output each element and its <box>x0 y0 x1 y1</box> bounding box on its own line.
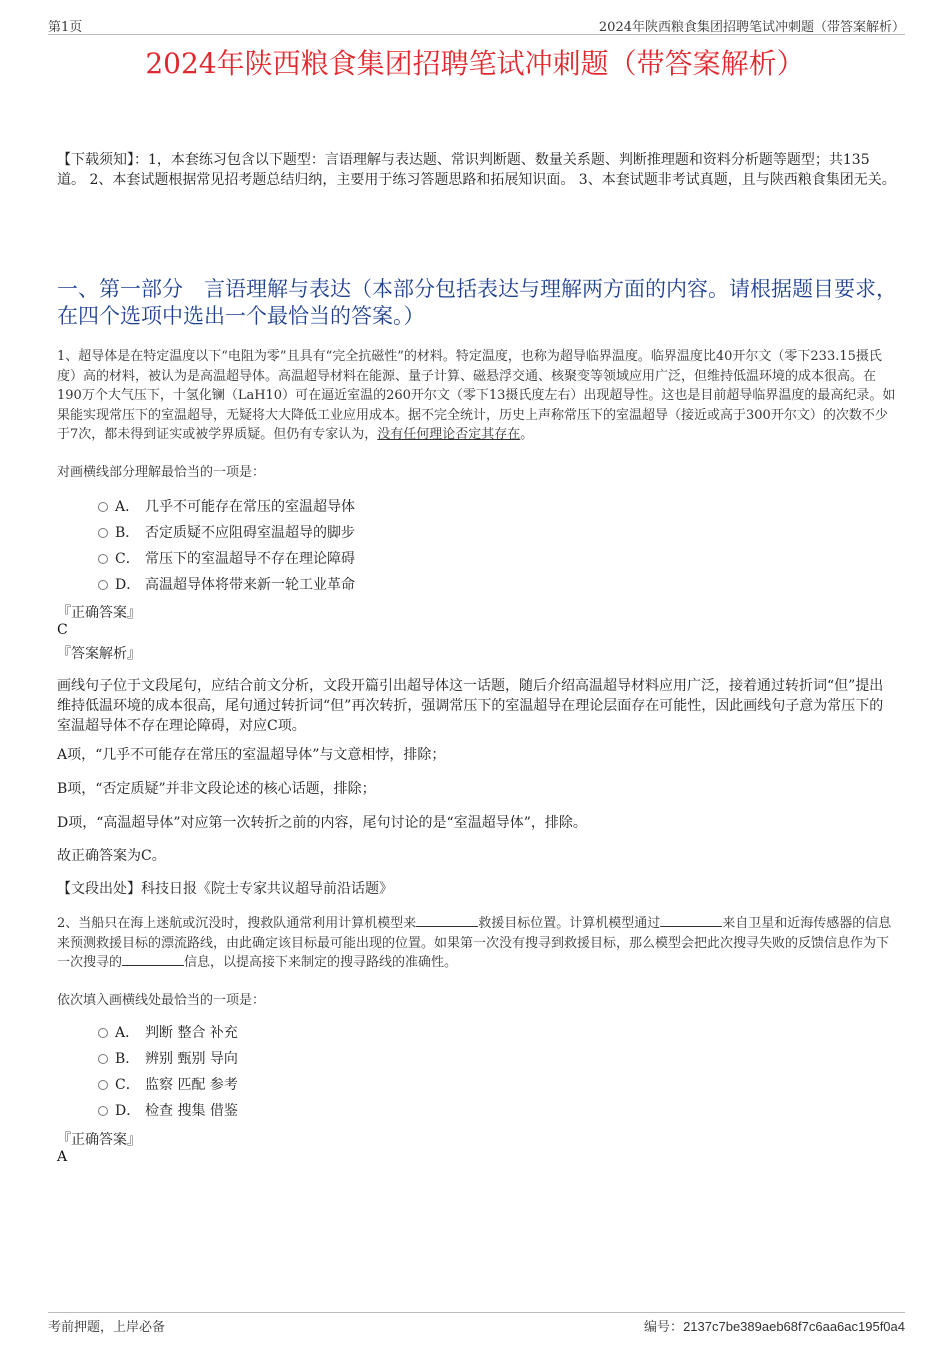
question-1-answer-label: 『正确答案』 <box>57 605 141 621</box>
question-1-analysis-paragraph: 画线句子位于文段尾句，应结合前文分析，文段开篇引出超导体这一话题，随后介绍高温超导材料应用广泛，接着通过转折词“但”提出维持低温环境的成本很高，尾句通过转折词“但”再次转折，强调常压下的室温超导在理论层面存在可能性，因此画线句子意为常压下的室温超导体不存在理论障碍，对应C项。 <box>57 678 884 734</box>
radio-button-icon[interactable] <box>98 502 108 512</box>
radio-button-icon[interactable] <box>98 528 108 538</box>
question-1-analysis-option-b: B项，“否定质疑”并非文段论述的核心话题，排除； <box>57 781 376 797</box>
radio-button-icon[interactable] <box>98 580 108 590</box>
footer-id: 编号：2137c7be389aeb68f7c6aa6ac195f0a4 <box>644 1319 905 1335</box>
question-2-answer-label: 『正确答案』 <box>57 1132 141 1148</box>
question-2-stem: 2、当船只在海上迷航或沉没时，搜救队通常利用计算机模型来 救援目标位置。计算机模型通过 来自卫星和近海传感器的信息来预测救援目标的漂流路线，由此确定该目标最可能出现的位置。如果第一次没有搜寻到救援目标，那么模型会把此次搜寻失败的反馈信息作为下一次搜寻的 信息，以提高接下来制定的搜寻路线的准确性。 <box>57 916 892 970</box>
question-1-underlined-text: 没有任何理论否定其存在 <box>377 427 521 442</box>
section-heading: 一、第一部分 言语理解与表达（本部分包括表达与理解两方面的内容。请根据题目要求，在四个选项中选出一个最恰当的答案。） <box>57 277 897 328</box>
question-1-analysis-option-a: A项，“几乎不可能存在常压的室温超导体”与文意相悖，排除； <box>57 747 446 763</box>
page-number: 第1页 <box>48 20 83 35</box>
blank-line <box>122 953 184 966</box>
question-2-answer: A <box>57 1149 68 1165</box>
radio-button-icon[interactable] <box>98 1080 108 1090</box>
question-1-conclusion: 故正确答案为C。 <box>57 848 166 864</box>
question-1-analysis-label: 『答案解析』 <box>57 646 141 662</box>
footer-slogan: 考前押题，上岸必备 <box>48 1320 166 1335</box>
radio-button-icon[interactable] <box>98 1054 108 1064</box>
page-header <box>48 14 905 35</box>
blank-line <box>416 914 478 927</box>
download-notice: 【下载须知】：1，本套练习包含以下题型：言语理解与表达题、常识判断题、数量关系题、判断推理题和资料分析题等题型；共135道。 2、本套试题根据常见招考题总结归纳，主要用于练习答题思路和拓展知识面。 3、本套试题非考试真题，且与陕西粮食集团无关。 <box>57 152 896 188</box>
question-1-source: 【文段出处】科技日报《院士专家共议超导前沿话题》 <box>57 881 393 897</box>
question-1-stem-text: 1、超导体是在特定温度以下“电阻为零”且具有“完全抗磁性”的材料。特定温度，也称为超导临界温度。临界温度比40开尔文（零下233.15摄氏度）高的材料，被认为是高温超导体。高温超导材料在能源、量子计算、磁悬浮交通、核聚变等领域应用广泛，但维持低温环境的成本很高。在190万个大气压下，十氢化镧（LaH10）可在逼近室温的260开尔文（零下13摄氏度左右）出现超导性。这也是目前超导临界温度的最高纪录。如果能实现常压下的室温超导，无疑将大大降低工业应用成本。据不完全统计，历史上声称常压下的室温超导（接近或高于300开尔文）的次数不少于7次，都未得到证实或被学界质疑。但仍有专家认为， <box>57 349 896 442</box>
question-2-prompt: 依次填入画横线处最恰当的一项是： <box>57 993 266 1008</box>
radio-button-icon[interactable] <box>98 554 108 564</box>
question-1-prompt: 对画横线部分理解最恰当的一项是： <box>57 465 266 480</box>
question-1-answer: C <box>57 622 68 638</box>
question-1-stem-end: 。 <box>520 427 534 442</box>
question-1-analysis-option-d: D项，“高温超导体”对应第一次转折之前的内容，尾句讨论的是“室温超导体”，排除。 <box>57 815 587 831</box>
blank-line <box>660 914 722 927</box>
radio-button-icon[interactable] <box>98 1106 108 1116</box>
question-1-stem <box>57 347 897 445</box>
header-doc-title: 2024年陕西粮食集团招聘笔试冲刺题（带答案解析） <box>598 20 905 35</box>
radio-button-icon[interactable] <box>98 1028 108 1038</box>
document-title: 2024年陕西粮食集团招聘笔试冲刺题（带答案解析） <box>145 47 805 80</box>
page-footer <box>48 1312 905 1333</box>
